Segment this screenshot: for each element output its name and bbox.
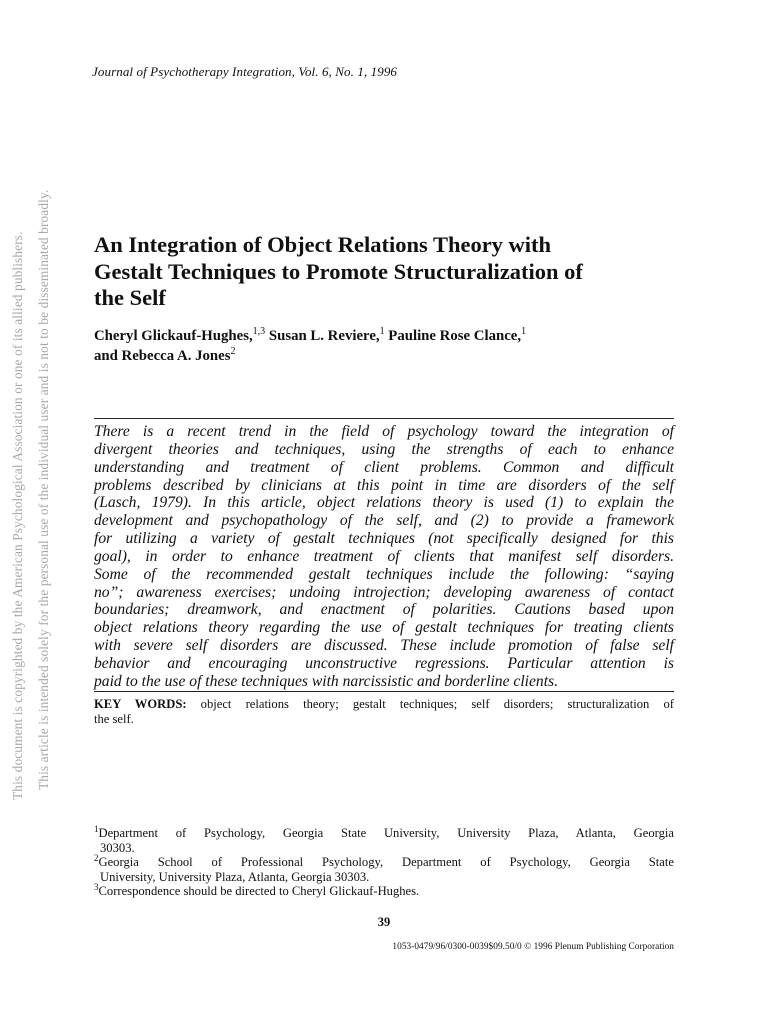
abstract-line: (Lasch, 1979). In this article, object relations theory is used (1) to explain the [94,494,674,512]
abstract-line: paid to the use of these techniques with narcissistic and borderline clients. [94,672,558,690]
footnote-text: Department of Psychology, Georgia State University, University Plaza, Atlanta, Georgia [98,826,674,840]
footnote-marker: 3 [94,881,99,892]
keywords-label: KEY WORDS: [94,697,187,711]
abstract-line: Some of the recommended gestalt techniques include the following: “saying [94,565,674,583]
copyright-line: 1053-0479/96/0300-0039$09.50/0 © 1996 Plenum Publishing Corporation [392,942,674,952]
author-name: Cheryl Glickauf-Hughes, [94,328,253,344]
author-name: and Rebecca A. Jones [94,348,231,364]
keywords-section [94,697,674,727]
footnote-marker: 1 [94,823,99,834]
footnote-text: 30303. [100,840,135,855]
abstract-top-rule [94,418,674,419]
keywords-text: object relations theory; gestalt techniques; self disorders; structuralization of [200,697,674,711]
abstract-line: goal), in order to enhance treatment of clients that manifest self disorders. [94,547,674,565]
page-number: 39 [377,915,391,929]
author-name: Susan L. Reviere, [268,328,380,344]
footnote-text: University, University Plaza, Atlanta, Georgia 30303. [100,869,370,884]
side-notice-line-2: This article is intended solely for the personal use of the individual user and is not to be disseminated broadly. [36,189,51,790]
author-name: Pauline Rose Clance, [388,328,522,344]
footnote-text: Georgia School of Professional Psychology, Department of Psychology, Georgia State [98,855,674,869]
title-line: Gestalt Techniques to Promote Structuralization of [94,258,583,284]
abstract-line: no”; awareness exercises; undoing introjection; developing awareness of contact [94,583,674,601]
article-title [94,232,694,312]
footnotes [94,823,674,899]
abstract-line: There is a recent trend in the field of psychology toward the integration of [94,423,674,440]
author-affiliation-marker: 1,3 [252,326,266,338]
side-notice-line-1: This document is copyrighted by the American Psychological Association or one of its allied publishers. [10,231,25,800]
abstract-line: for utilizing a variety of gestalt techniques (not specifically designed for this [94,530,674,548]
footnote-marker: 2 [94,852,99,863]
author-list [94,326,694,366]
abstract-line: divergent theories and techniques, using the strengths of each to enhance [94,440,674,458]
abstract-bottom-rule [94,691,674,692]
author-affiliation-marker: 2 [230,346,236,358]
abstract-line: problems described by clinicians at this point in time are disorders of the self [94,476,674,494]
abstract-line: understanding and treatment of client problems. Common and difficult [94,458,674,476]
author-affiliation-marker: 1 [521,326,527,338]
footnote-text: Correspondence should be directed to Cheryl Glickauf-Hughes. [98,884,420,898]
abstract-line: boundaries; dreamwork, and enactment of polarities. Cautions based upon [94,601,674,619]
journal-citation: Journal of Psychotherapy Integration, Vol. 6, No. 1, 1996 [92,64,398,79]
author-affiliation-marker: 1 [379,326,385,338]
abstract-line: behavior and encouraging unconstructive regressions. Particular attention is [94,654,674,672]
title-line: the Self [94,285,166,310]
copyright-side-notice [0,0,60,1024]
abstract-line: with severe self disorders are discussed. These include promotion of false self [94,637,674,655]
abstract-line: object relations theory regarding the use of gestalt techniques for treating clients [94,619,674,637]
abstract [94,423,674,691]
keywords-text: the self. [94,712,134,726]
abstract-line: development and psychopathology of the self, and (2) to provide a framework [94,512,674,530]
title-line: An Integration of Object Relations Theory with [94,232,552,257]
